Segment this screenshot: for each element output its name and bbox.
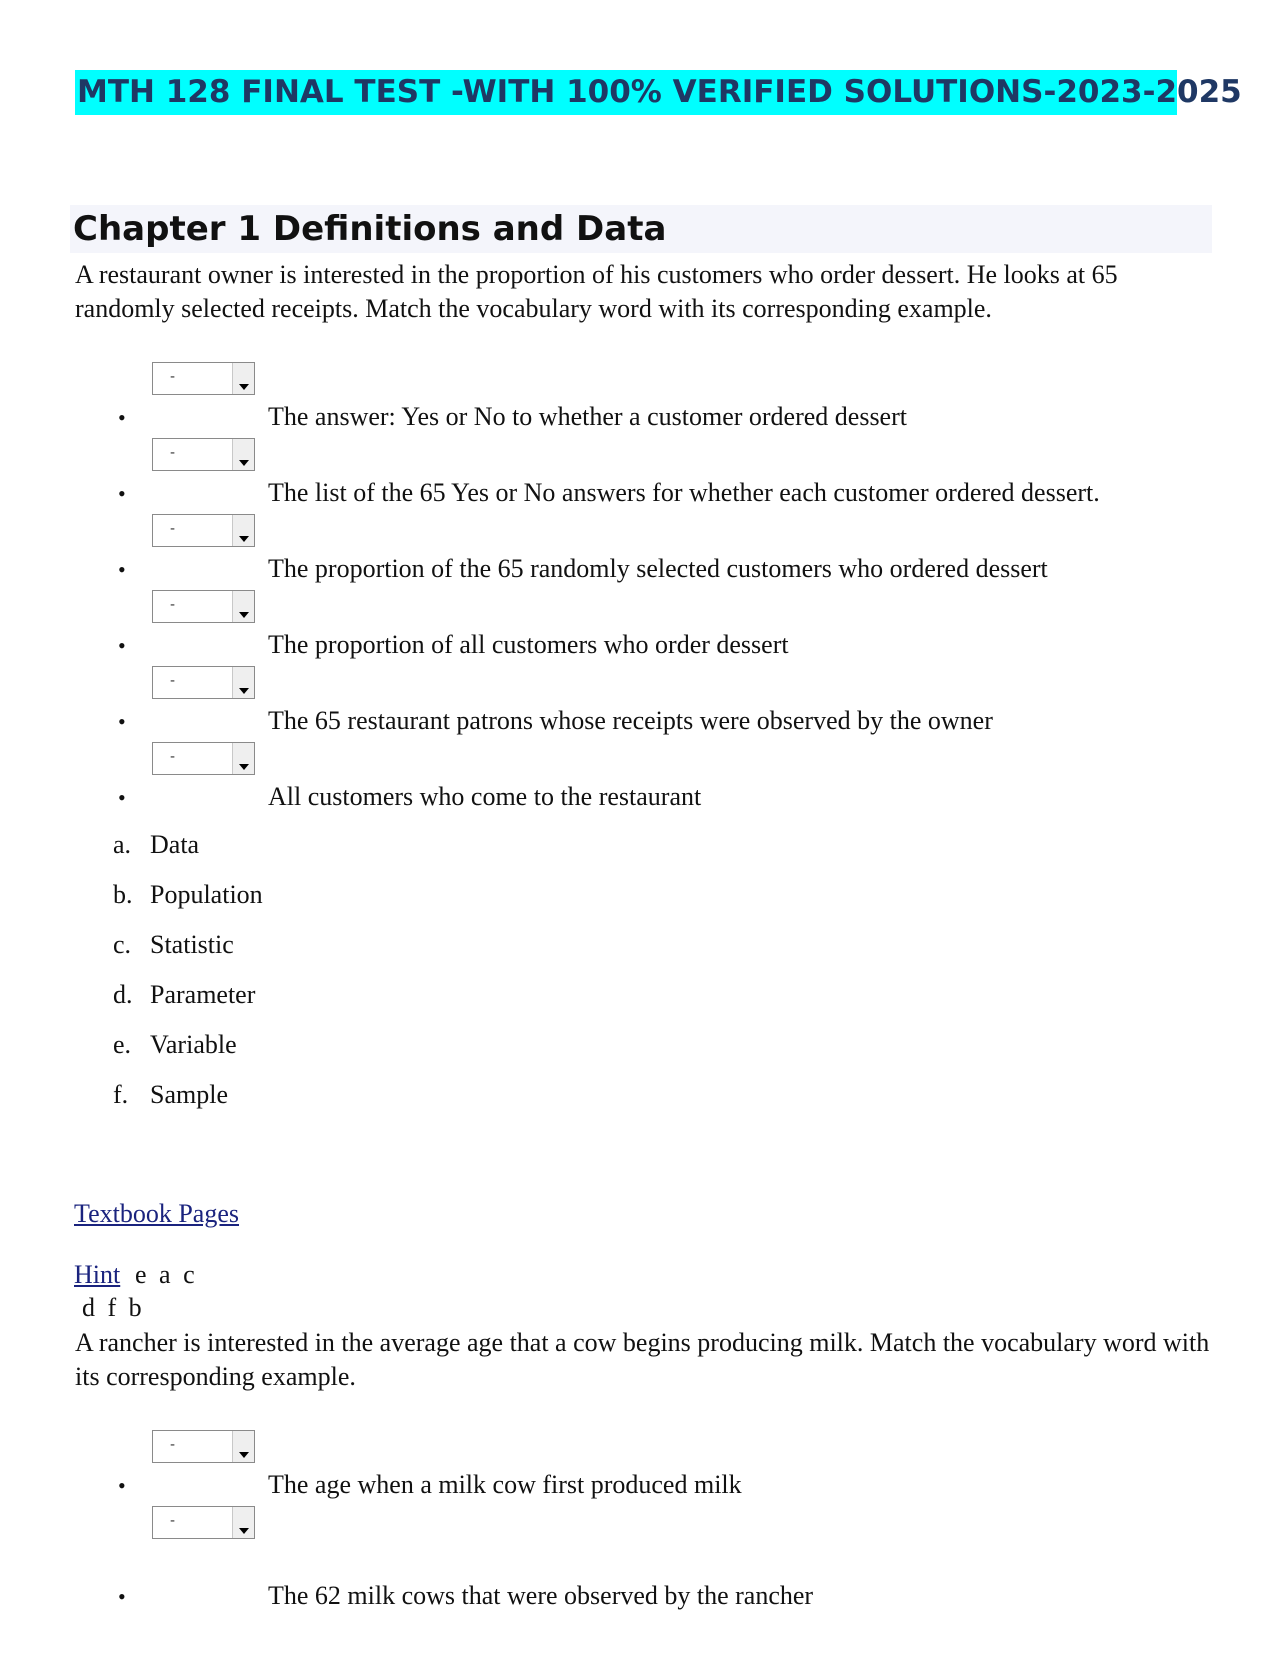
match-item-5-text: The 65 restaurant patrons whose receipts were observed by the owner bbox=[268, 706, 993, 735]
bullet-icon: • bbox=[118, 405, 126, 430]
chevron-down-icon[interactable] bbox=[232, 515, 254, 546]
bullet-icon: • bbox=[118, 633, 126, 658]
dropdown-value: - bbox=[170, 369, 176, 385]
option-letter: e. bbox=[113, 1030, 132, 1059]
dropdown-value: - bbox=[170, 597, 176, 613]
chevron-down-icon[interactable] bbox=[232, 1431, 254, 1462]
option-letter: c. bbox=[113, 930, 132, 959]
bullet-icon: • bbox=[118, 1584, 126, 1609]
dropdown-value: - bbox=[170, 749, 176, 765]
bullet-icon: • bbox=[118, 709, 126, 734]
dropdown-value: - bbox=[170, 1437, 176, 1453]
dropdown-value: - bbox=[170, 445, 176, 461]
answer-dropdown-2[interactable] bbox=[152, 438, 255, 471]
hint-answer-line-2: d f b bbox=[82, 1293, 145, 1322]
chevron-down-icon[interactable] bbox=[232, 439, 254, 470]
answer-dropdown-3[interactable] bbox=[152, 514, 255, 547]
chevron-down-icon[interactable] bbox=[232, 1507, 254, 1538]
answer-dropdown-8[interactable] bbox=[152, 1506, 255, 1539]
dropdown-value: - bbox=[170, 1513, 176, 1529]
chevron-down-icon[interactable] bbox=[232, 667, 254, 698]
hint-answer-line-1: e a c bbox=[135, 1260, 198, 1289]
match-item-3-text: The proportion of the 65 randomly selected customers who ordered dessert bbox=[268, 554, 1048, 583]
match-item-4-text: The proportion of all customers who order dessert bbox=[268, 630, 789, 659]
document-title: MTH 128 FINAL TEST -WITH 100% VERIFIED SOLUTIONS-2023-2025 bbox=[75, 70, 1177, 115]
match-item-7-text: The age when a milk cow first produced milk bbox=[268, 1470, 742, 1499]
bullet-icon: • bbox=[118, 1473, 126, 1498]
option-letter: d. bbox=[113, 980, 133, 1009]
textbook-pages-link[interactable]: Textbook Pages bbox=[74, 1199, 239, 1228]
chevron-down-icon[interactable] bbox=[232, 743, 254, 774]
option-label: Sample bbox=[150, 1080, 228, 1109]
bullet-icon: • bbox=[118, 481, 126, 506]
question-2-prompt: A rancher is interested in the average age that a cow begins producing milk. Match the vocabulary word with its corresponding example. bbox=[75, 1328, 1210, 1391]
dropdown-value: - bbox=[170, 673, 176, 689]
option-label: Population bbox=[150, 880, 263, 909]
option-letter: f. bbox=[113, 1080, 129, 1109]
dropdown-value: - bbox=[170, 521, 176, 537]
bullet-icon: • bbox=[118, 557, 126, 582]
answer-dropdown-6[interactable] bbox=[152, 742, 255, 775]
option-label: Statistic bbox=[150, 930, 234, 959]
answer-dropdown-4[interactable] bbox=[152, 590, 255, 623]
answer-dropdown-7[interactable] bbox=[152, 1430, 255, 1463]
match-item-8-text: The 62 milk cows that were observed by the rancher bbox=[268, 1581, 814, 1610]
hint-link[interactable]: Hint bbox=[74, 1260, 121, 1289]
bullet-icon: • bbox=[118, 785, 126, 810]
option-label: Parameter bbox=[150, 980, 256, 1009]
option-label: Variable bbox=[150, 1030, 237, 1059]
option-label: Data bbox=[150, 830, 200, 859]
answer-dropdown-1[interactable] bbox=[152, 362, 255, 395]
match-item-1-text: The answer: Yes or No to whether a customer ordered dessert bbox=[268, 402, 907, 431]
match-item-2-text: The list of the 65 Yes or No answers for whether each customer ordered dessert. bbox=[268, 478, 1100, 507]
option-letter: a. bbox=[113, 830, 132, 859]
chevron-down-icon[interactable] bbox=[232, 591, 254, 622]
answer-dropdown-5[interactable] bbox=[152, 666, 255, 699]
match-item-6-text: All customers who come to the restaurant bbox=[268, 782, 702, 811]
question-1-prompt: A restaurant owner is interested in the proportion of his customers who order dessert. He looks at 65 randomly selected receipts. Match the vocabulary word with its corresponding example. bbox=[75, 260, 1118, 323]
chapter-heading: Chapter 1 Definitions and Data bbox=[73, 209, 667, 249]
option-letter: b. bbox=[113, 880, 133, 909]
chevron-down-icon[interactable] bbox=[232, 363, 254, 394]
